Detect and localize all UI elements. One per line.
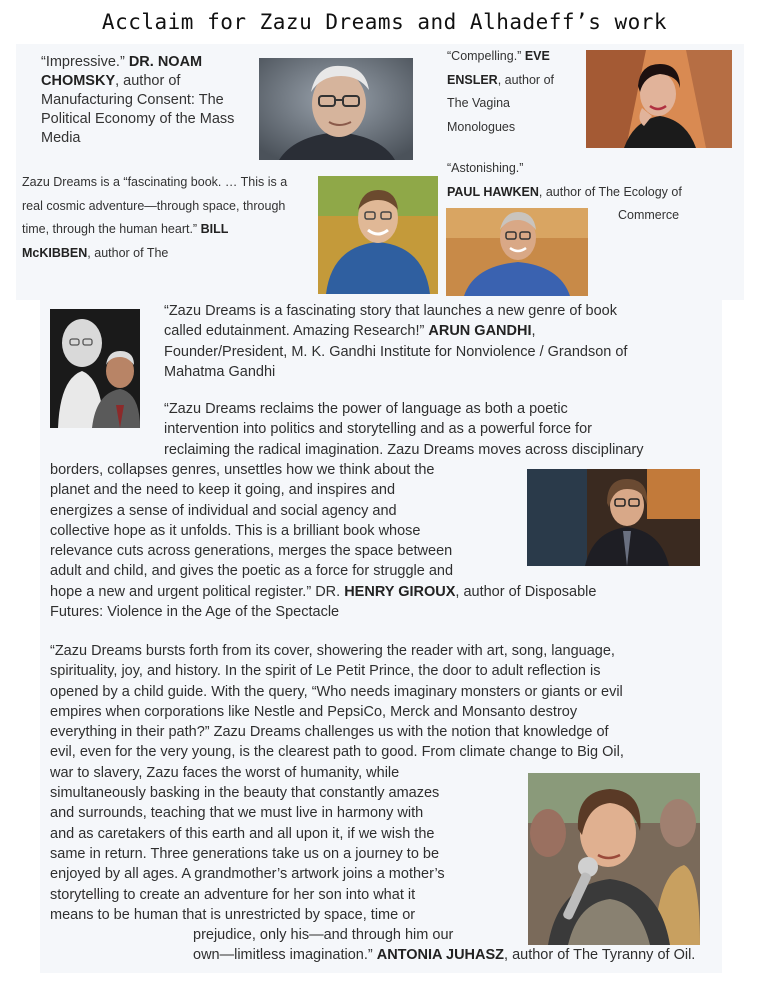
gandhi-quote: “Zazu Dreams is a fascinating story that launches a new genre of book called edutainment. Amazing Research!” ARUN GANDHI, Founder/President, M. K. Gandhi Institute for Nonviolence / Grandson of Mahatma Gandhi [164,303,628,380]
chomsky-quote: “Impressive.” DR. NOAM CHOMSKY, author of Manufacturing Consent: The Political Economy of the Mass Media [41,54,235,146]
juhasz-photo [528,773,700,945]
mckibben-photo [318,176,438,294]
hawken-quote: “Astonishing.” PAUL HAWKEN, author of The Ecology of Commerce [447,161,682,222]
juhasz-quote-top: “Zazu Dreams bursts forth from its cover, showering the reader with art, song, language, spirituality, joy, and history. In the spirit of Le Petit Prince, the door to adult reflection is opened by a child guide. With the query, “Who needs imaginary monsters or giants or evil empires when corporations like Nestle and PepsiCo, Merck and Monsanto destroy everything in their path?” Zazu Dreams challenges us with the notion that knowledge of evil, even for the very young, is the clearest path to good. From climate change to Big Oil, war to slavery, Zazu faces the worst of humanity, while simultaneously basking in the beauty that constantly amazes and surrounds, teaching that we must live in harmony with and as caretakers of this earth and all upon it, if we wish the same in return. Three generations take us on a journey to be enjoyed by all ages. A grandmother’s artwork joins a mother’s storytelling to create an adventure for her son into what it means to be human that is unrestricted by space, time or [50,643,624,923]
chomsky-photo [259,58,413,160]
giroux-photo [527,469,700,566]
gandhi-photo [50,309,140,428]
juhasz-quote-end: prejudice, only his—and through him our own—limitless imagination.” ANTONIA JUHASZ, author of The Tyranny of Oil. [193,927,696,964]
page-title: Acclaim for Zazu Dreams and Alhadeff’s work [101,10,668,34]
mckibben-quote: Zazu Dreams is a “fascinating book. … This is a real cosmic adventure—through space, through time, through the human heart.” BILL McKIBBEN, author of The [22,175,288,260]
giroux-quote-top: “Zazu Dreams reclaims the power of language as both a poetic intervention into politics and storytelling and as a powerful force for reclaiming the radical imagination. Zazu Dreams moves across disciplinary [164,401,644,458]
ensler-quote: “Compelling.” EVE ENSLER, author of The Vagina Monologues [447,49,554,134]
giroux-quote-body: borders, collapses genres, unsettles how we think about the planet and the need to keep it going, and inspires and energizes a sense of individual and social agency and collective hope as it unfolds. This is a brilliant book whose relevance cuts across generations, merges the space between adult and child, and gives the poetic as a force for struggle and hope a new and urgent political register.” DR. HENRY GIROUX, author of Disposable Futures: Violence in the Age of the Spectacle [50,462,597,621]
ensler-photo [586,50,732,148]
hawken-photo [446,208,588,296]
